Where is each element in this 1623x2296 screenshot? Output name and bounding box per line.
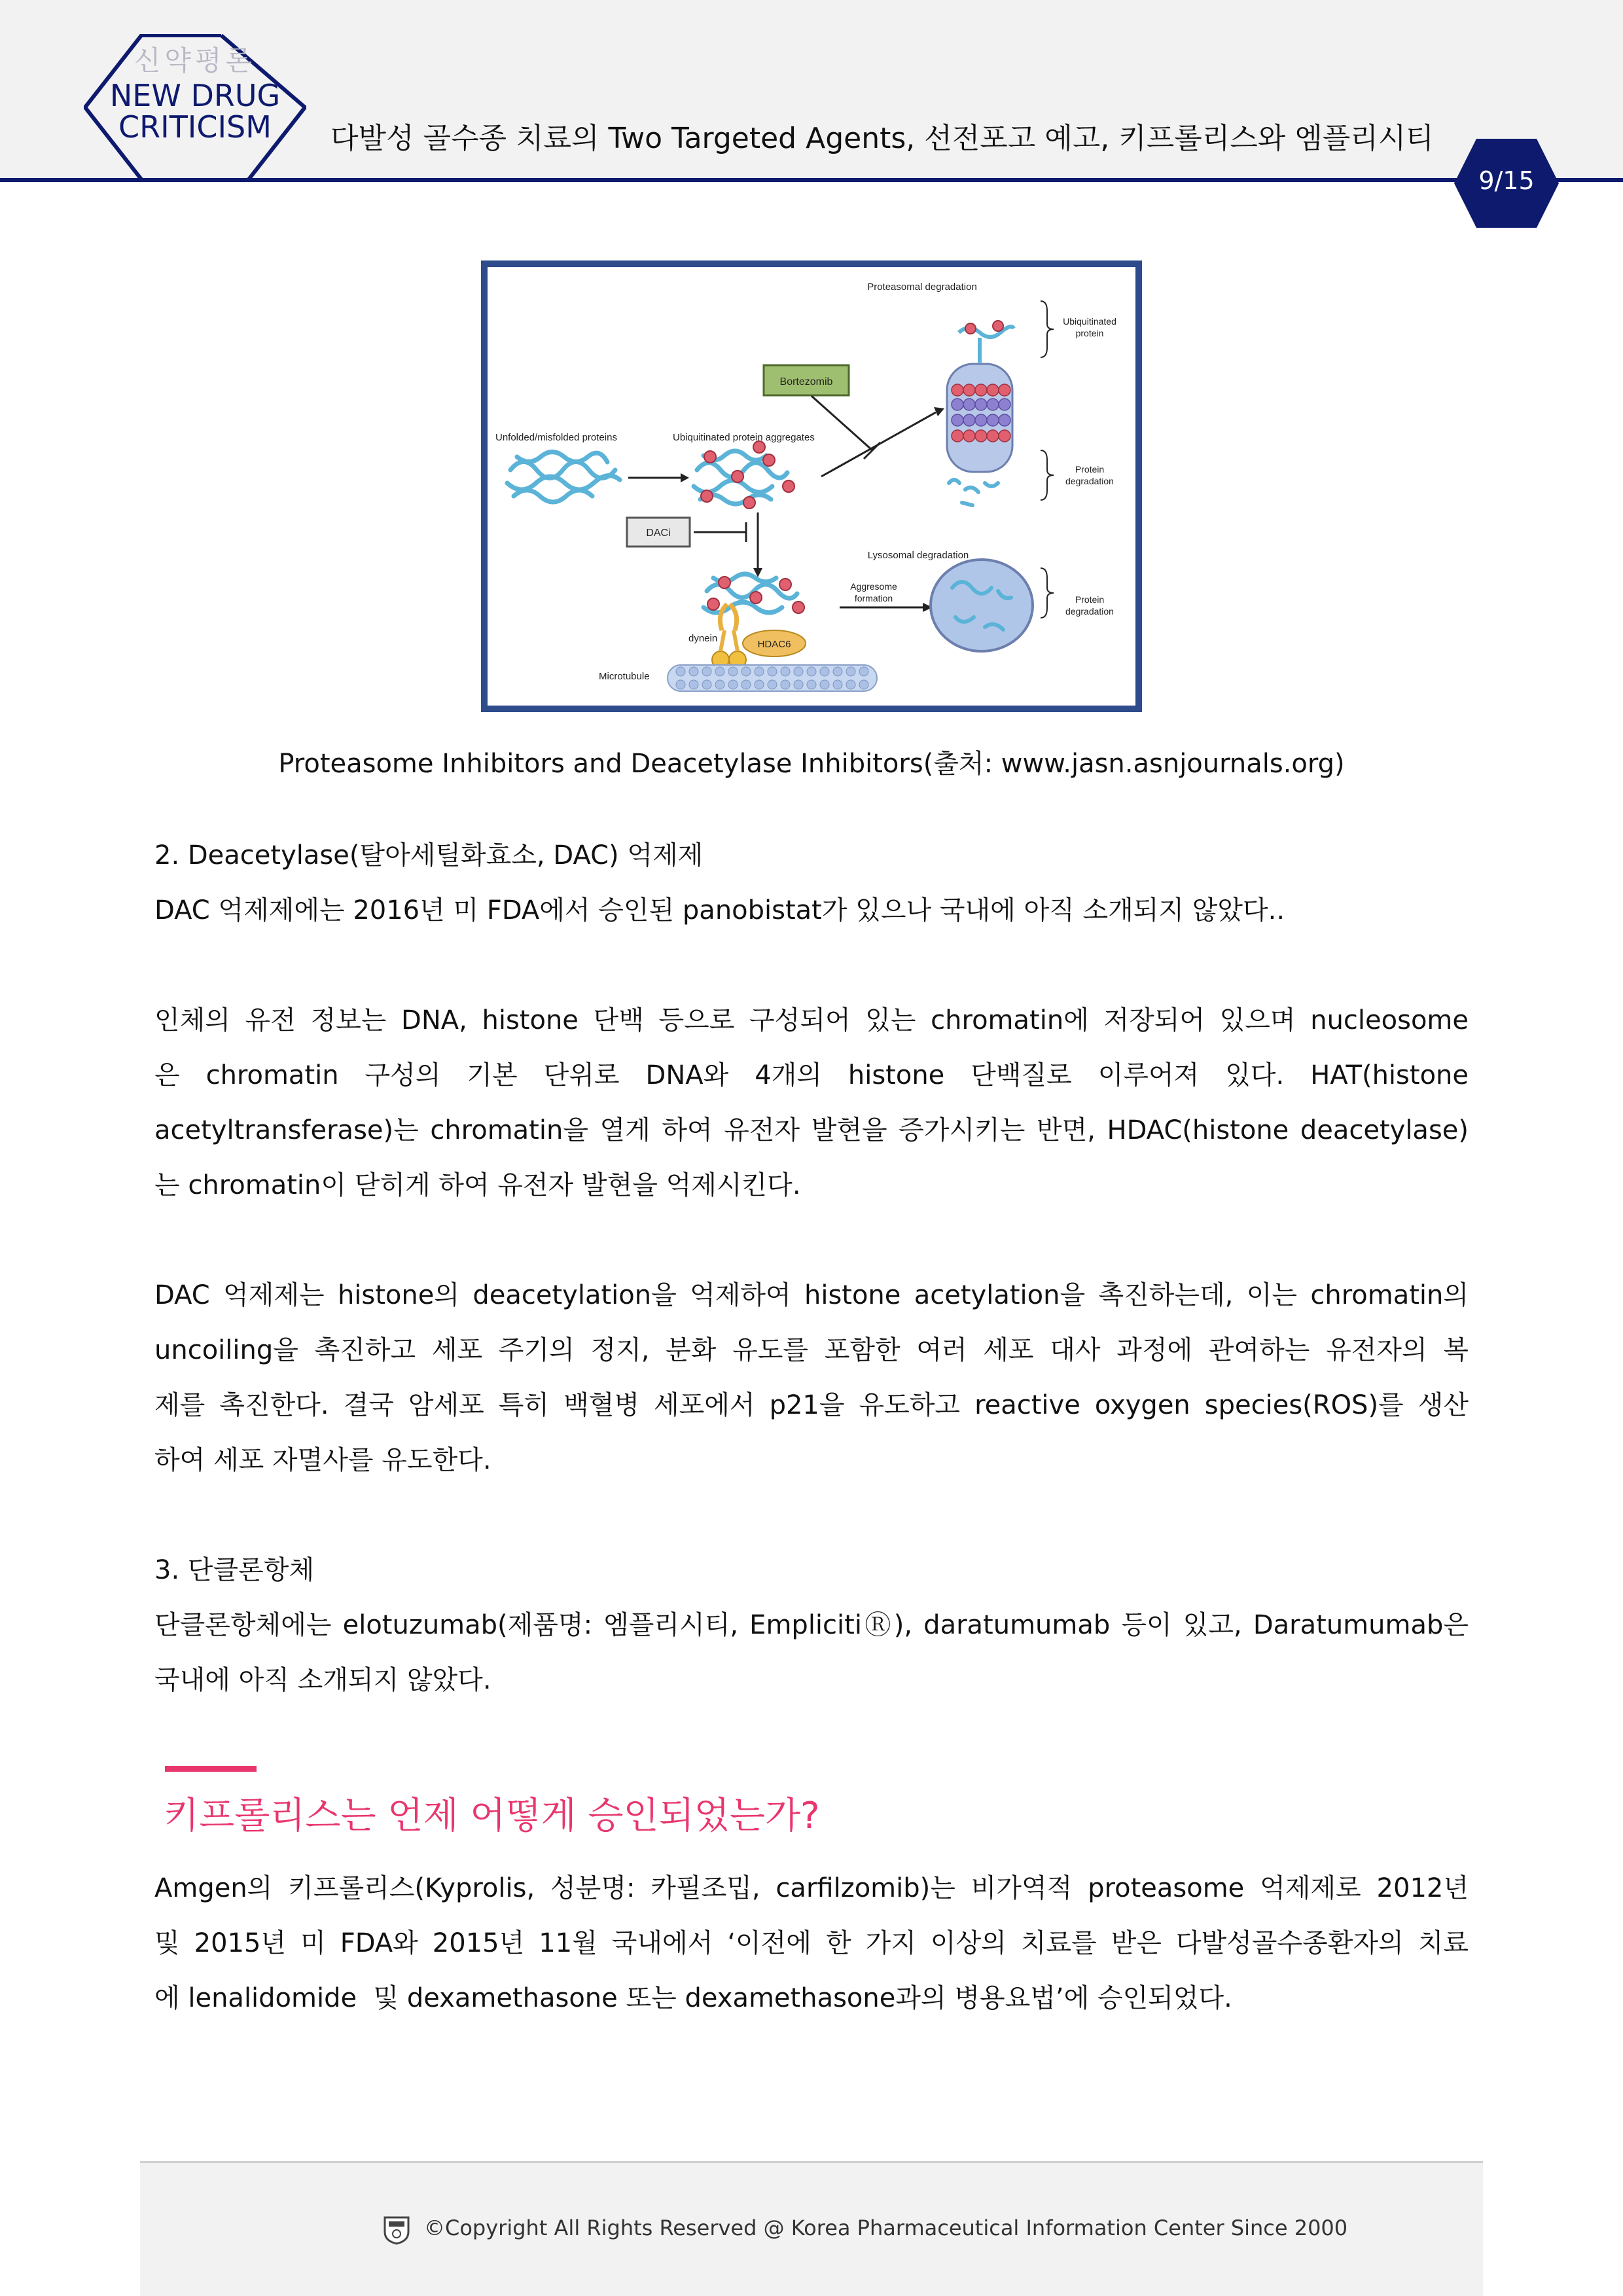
protein-degradation-label-1b: degradation: [1065, 476, 1114, 486]
figure-border: [484, 264, 1139, 709]
protein-degradation-label-2a: Protein: [1075, 594, 1105, 605]
chromatin-line-3: acetyltransferase)는 chromatin을 열게 하여 유전자 발현을 증가시키는 반면, HDAC(histone deacetylase): [154, 1115, 1469, 1145]
proteasome-diagram: [481, 260, 1142, 712]
page-number: 9/15: [1478, 166, 1535, 195]
mab-line-1: 단클론항체에는 elotuzumab(제품명: 엠플리시티, EmplicitiⓇ), daratumumab 등이 있고, Daratumumab은: [154, 1610, 1469, 1640]
mab-line-2: 국내에 아직 소개되지 않았다.: [154, 1665, 491, 1695]
document-title: 다발성 골수종 치료의 Two Targeted Agents, 선전포고 예고, 키프롤리스와 엠플리시티: [330, 122, 1434, 155]
logo-english-title: [84, 80, 306, 143]
microtubule-label: Microtubule: [599, 671, 650, 682]
kyprolis-heading: 키프롤리스는 언제 어떻게 승인되었는가?: [164, 1795, 820, 1837]
kyprolis-line-2: 및 2015년 미 FDA와 2015년 11월 국내에서 ‘이전에 한 가지 이상의 치료를 받은 다발성골수종환자의 치료: [154, 1928, 1469, 1958]
aggregates-label: Ubiquitinated protein aggregates: [673, 432, 815, 443]
aggresome-label: Aggresome: [850, 581, 897, 592]
chromatin-line-4: 는 chromatin이 닫히게 하여 유전자 발현을 억제시킨다.: [154, 1170, 801, 1200]
chromatin-line-1: 인체의 유전 정보는 DNA, histone 단백 등으로 구성되어 있는 chromatin에 저장되어 있으며 nucleosome: [154, 1005, 1469, 1035]
mab-section-heading: 3. 단클론항체: [154, 1555, 315, 1585]
kyprolis-line-1: Amgen의 키프롤리스(Kyprolis, 성분명: 카필조밉, carfilzomib)는 비가역적 proteasome 억제제로 2012년: [154, 1873, 1469, 1903]
hdac6-label: HDAC6: [757, 639, 791, 650]
logo-line-1: NEW DRUG: [109, 78, 281, 113]
proteasome-cylinder: [947, 364, 1012, 472]
aggresome-formation-label: formation: [854, 593, 893, 603]
lysosome: [931, 560, 1033, 651]
ubiquitinated-label: Ubiquitinated: [1063, 316, 1116, 327]
daci-label: DACi: [646, 528, 671, 539]
dac-section-heading: 2. Deacetylase(탈아세틸화효소, DAC) 억제제: [154, 840, 704, 870]
proteasomal-degradation-label: Proteasomal degradation: [867, 281, 977, 293]
protein-degradation-label-2b: degradation: [1065, 606, 1114, 617]
dynein-label: dynein: [688, 633, 718, 644]
dac-intro: DAC 억제제에는 2016년 미 FDA에서 승인된 panobistat가 있으나 국내에 아직 소개되지 않았다..: [154, 895, 1285, 925]
lysosomal-degradation-label: Lysosomal degradation: [867, 550, 969, 561]
dac-mechanism-line-2: uncoiling을 촉진하고 세포 주기의 정지, 분화 유도를 포함한 여러 세포 대사 과정에 관여하는 유전자의 복: [154, 1335, 1469, 1365]
chromatin-line-2: 은 chromatin 구성의 기본 단위로 DNA와 4개의 histone 단백질로 이루어져 있다. HAT(histone: [154, 1060, 1469, 1090]
dac-mechanism-line-3: 제를 촉진한다. 결국 암세포 특히 백혈병 세포에서 p21을 유도하고 reactive oxygen species(ROS)를 생산: [154, 1390, 1469, 1420]
bortezomib-label: Bortezomib: [779, 376, 833, 387]
figure-caption: Proteasome Inhibitors and Deacetylase Inhibitors(출처: www.jasn.asnjournals.org): [278, 749, 1345, 779]
unfolded-proteins-label: Unfolded/misfolded proteins: [495, 432, 617, 443]
copyright-text: ©Copyright All Rights Reserved @ Korea Pharmaceutical Information Center Since 2000: [424, 2215, 1348, 2240]
protein-degradation-label-1a: Protein: [1075, 464, 1105, 475]
logo-korean-title: 신약평론: [134, 45, 257, 77]
dac-mechanism-line-1: DAC 억제제는 histone의 deacetylation을 억제하여 histone acetylation을 촉진하는데, 이는 chromatin의: [154, 1280, 1469, 1310]
kpic-emblem-icon: [382, 2215, 411, 2245]
journal-logo: [84, 34, 306, 185]
ubiquitinated-protein-label: protein: [1075, 328, 1104, 338]
kyprolis-line-3: 에 lenalidomide 및 dexamethasone 또는 dexamethasone과의 병용요법’에 승인되었다.: [154, 1983, 1232, 2013]
dac-mechanism-line-4: 하여 세포 자멸사를 유도한다.: [154, 1445, 491, 1475]
section-accent-bar: [165, 1766, 257, 1772]
logo-line-2: CRITICISM: [118, 109, 272, 145]
